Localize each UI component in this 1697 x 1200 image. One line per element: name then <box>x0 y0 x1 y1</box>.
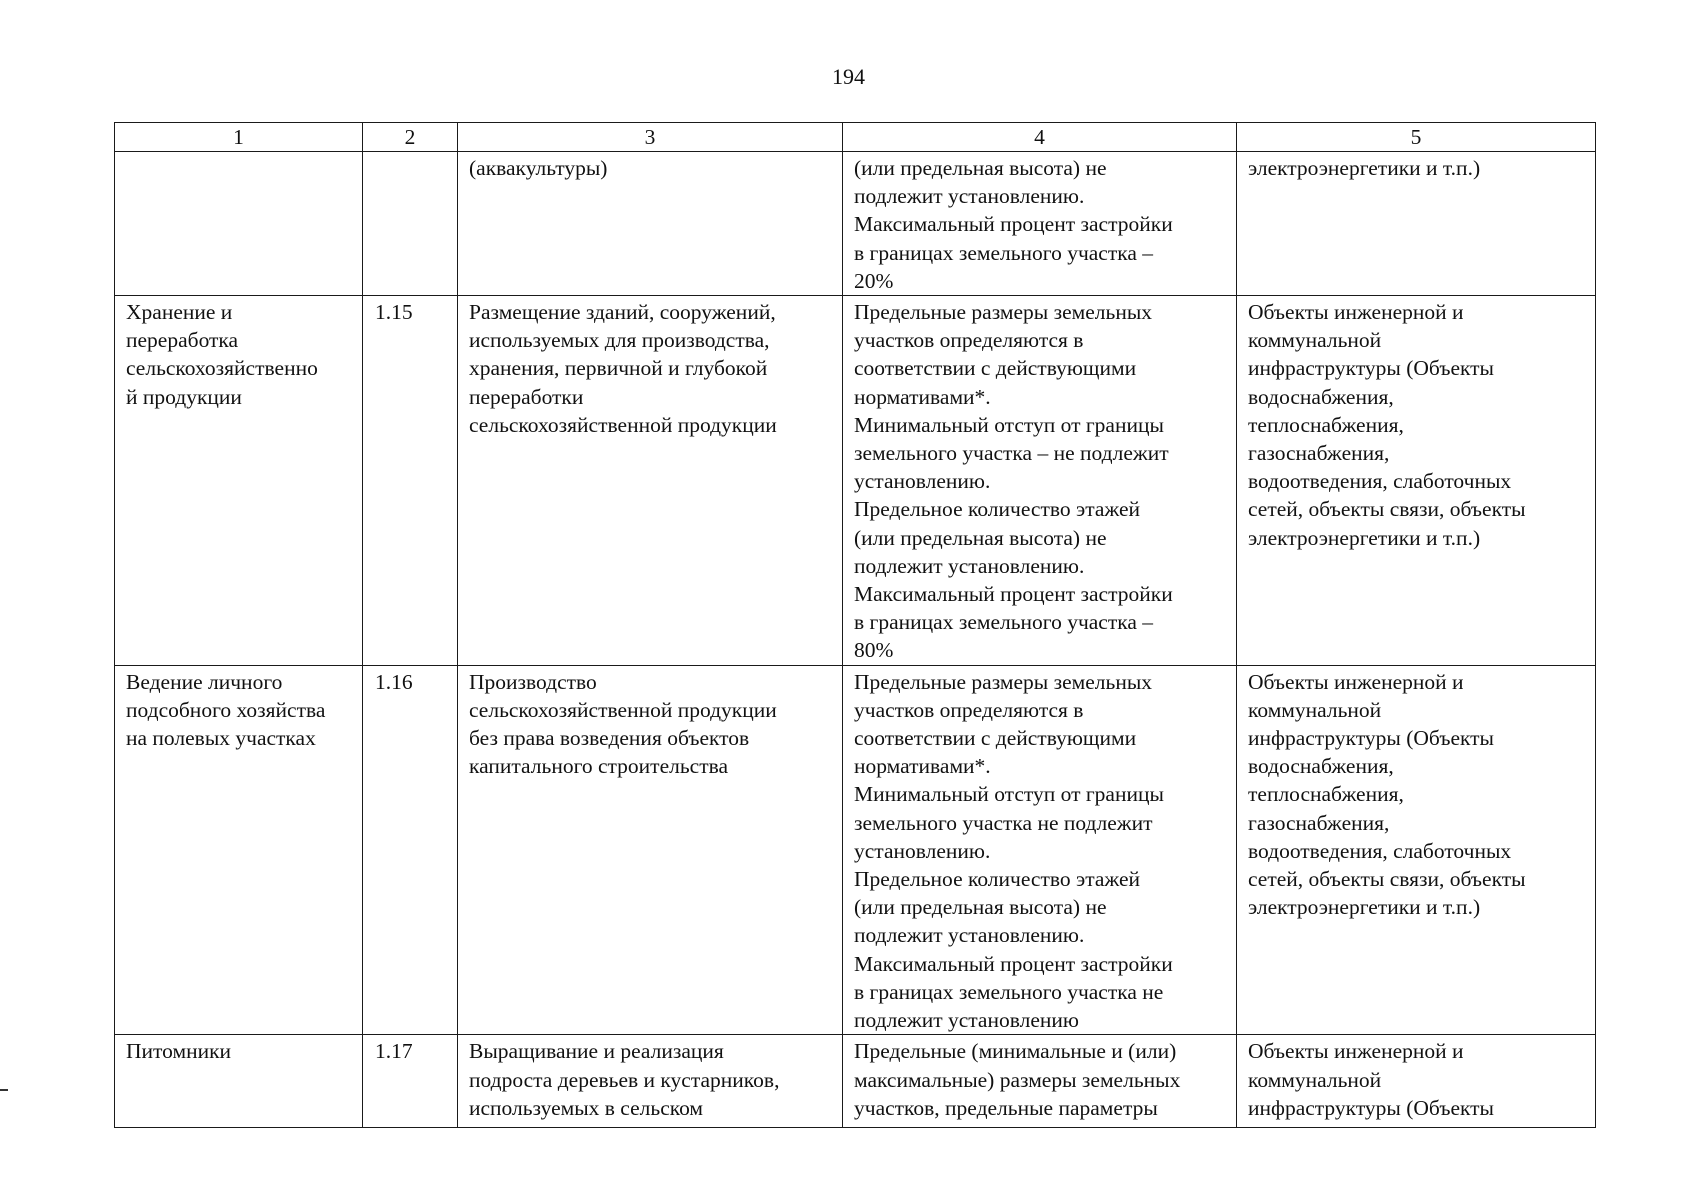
land-use-table-container <box>114 122 1595 1128</box>
table-header-row <box>115 123 1596 152</box>
row-3-name: Ведение личного подсобного хозяйства на полевых участках <box>115 665 363 1035</box>
land-use-table <box>114 122 1596 1128</box>
row-1-code <box>363 152 458 296</box>
row-2-name: Хранение и переработка сельскохозяйственно й продукции <box>115 296 363 666</box>
row-3-parameters: Предельные размеры земельных участков определяются в соответствии с действующими нормативами*. Минимальный отступ от границы земельного участка не подлежит установлению. Предельное количество этажей (или предельная высота) не подлежит установлению. Максимальный процент застройки в границах земельного участка не подлежит установлению <box>843 665 1237 1035</box>
row-2-description: Размещение зданий, сооружений, используемых для производства, хранения, первичной и глубокой переработки сельскохозяйственной продукции <box>458 296 843 666</box>
column-header-3: 3 <box>458 123 843 152</box>
row-4-auxiliary: Объекты инженерной и коммунальной инфраструктуры (Объекты <box>1237 1035 1596 1128</box>
row-1-name <box>115 152 363 296</box>
page-number: 194 <box>832 64 865 89</box>
table-row <box>115 1035 1596 1128</box>
row-3-description: Производство сельскохозяйственной продукции без права возведения объектов капитального строительства <box>458 665 843 1035</box>
table-row <box>115 665 1596 1035</box>
row-1-description: (аквакультуры) <box>458 152 843 296</box>
row-2-parameters: Предельные размеры земельных участков определяются в соответствии с действующими нормативами*. Минимальный отступ от границы земельного участка – не подлежит установлению. Предельное количество этажей (или предельная высота) не подлежит установлению. Максимальный процент застройки в границах земельного участка – 80% <box>843 296 1237 666</box>
scan-edge-mark <box>0 1089 8 1091</box>
row-1-parameters: (или предельная высота) не подлежит установлению. Максимальный процент застройки в границах земельного участка – 20% <box>843 152 1237 296</box>
row-4-code: 1.17 <box>363 1035 458 1128</box>
table-row <box>115 152 1596 296</box>
column-header-2: 2 <box>363 123 458 152</box>
row-3-auxiliary: Объекты инженерной и коммунальной инфраструктуры (Объекты водоснабжения, теплоснабжения, газоснабжения, водоотведения, слаботочных сетей, объекты связи, объекты электроэнергетики и т.п.) <box>1237 665 1596 1035</box>
row-3-code: 1.16 <box>363 665 458 1035</box>
row-4-name: Питомники <box>115 1035 363 1128</box>
row-1-auxiliary: электроэнергетики и т.п.) <box>1237 152 1596 296</box>
column-header-4: 4 <box>843 123 1237 152</box>
row-2-code: 1.15 <box>363 296 458 666</box>
column-header-1: 1 <box>115 123 363 152</box>
column-header-5: 5 <box>1237 123 1596 152</box>
row-4-description: Выращивание и реализация подроста деревьев и кустарников, используемых в сельском <box>458 1035 843 1128</box>
row-2-auxiliary: Объекты инженерной и коммунальной инфраструктуры (Объекты водоснабжения, теплоснабжения, газоснабжения, водоотведения, слаботочных сетей, объекты связи, объекты электроэнергетики и т.п.) <box>1237 296 1596 666</box>
table-row <box>115 296 1596 666</box>
row-4-parameters: Предельные (минимальные и (или) максимальные) размеры земельных участков, предельные параметры <box>843 1035 1237 1128</box>
